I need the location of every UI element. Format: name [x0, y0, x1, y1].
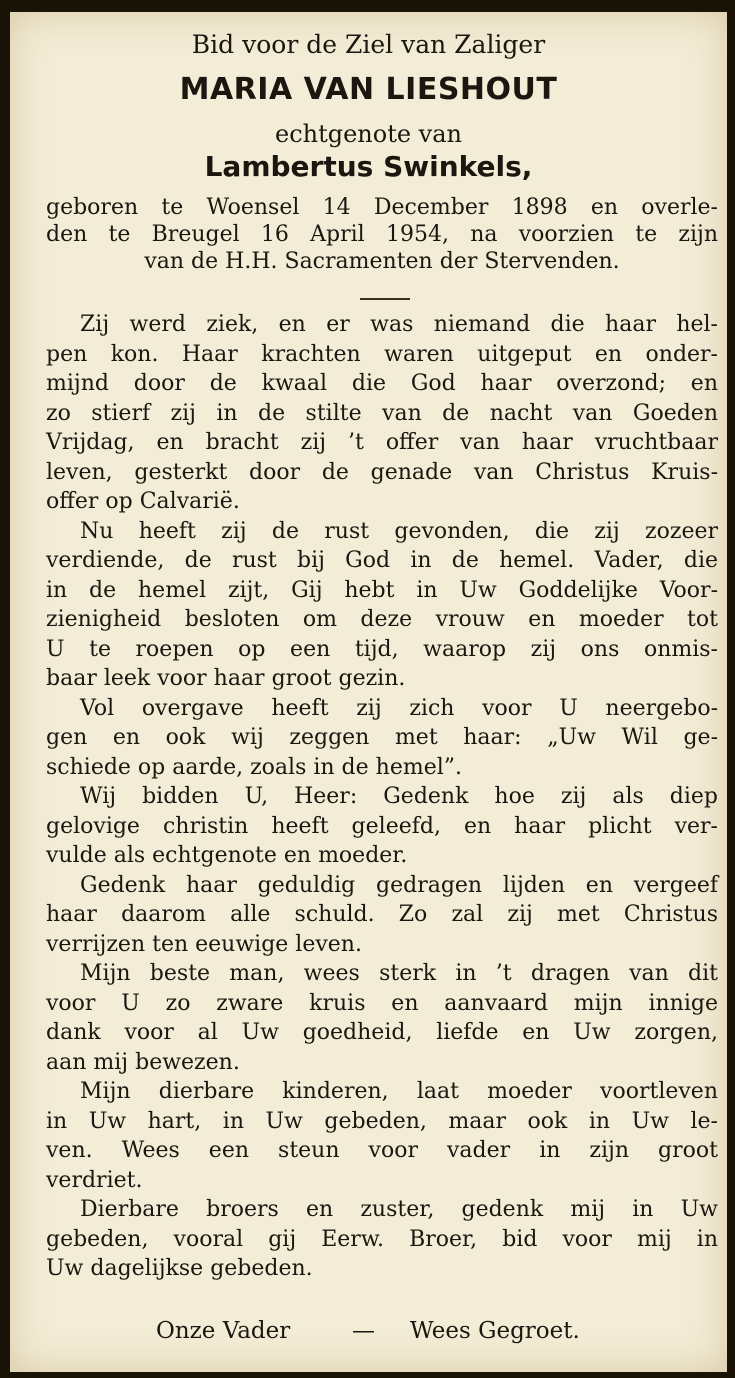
text-line: dank voor al Uw goedheid, liefde en Uw zorgen, [46, 1020, 718, 1045]
text-line: verdriet. [46, 1167, 143, 1193]
birth-death-line: den te Breugel 16 April 1954, na voorzien te zijn [46, 222, 718, 247]
closing-prayer-left: Onze Vader [156, 1318, 291, 1344]
birth-death-line: van de H.H. Sacramenten der Stervenden. [144, 249, 620, 274]
text-line: Mijn dierbare kinderen, laat moeder voortleven [80, 1079, 718, 1104]
text-line: leven, gesterkt door de genade van Christus Kruis- [46, 459, 718, 485]
text-line: schiede op aarde, zoals in de hemel”. [46, 754, 463, 780]
memorial-text [46, 310, 718, 1284]
closing-dash: — [352, 1318, 375, 1344]
spouse-name: Lambertus Swinkels, [204, 150, 533, 183]
text-line: Mijn beste man, wees sterk in ’t dragen van dit [80, 961, 718, 986]
text-line: gelovige christin heeft geleefd, en haar plicht ver- [46, 813, 718, 839]
text-line: gebeden, vooral gij Eerw. Broer, bid voor mij in [46, 1226, 718, 1252]
text-line: verdiende, de rust bij God in de hemel. Vader, die [46, 548, 718, 573]
divider [360, 298, 410, 300]
text-line: Zij werd ziek, en er was niemand die haar hel- [80, 312, 718, 337]
text-line: ven. Wees een steun voor vader in zijn groot [46, 1138, 718, 1163]
text-line: Wij bidden U, Heer: Gedenk hoe zij als diep [80, 784, 718, 809]
text-line: Dierbare broers en zuster, gedenk mij in Uw [80, 1197, 718, 1222]
text-line: in Uw hart, in Uw gebeden, maar ook in Uw le- [46, 1108, 718, 1134]
birth-death-line: geboren te Woensel 14 December 1898 en overle- [46, 195, 718, 220]
text-line: verrijzen ten eeuwige leven. [46, 931, 362, 957]
text-line: Vrijdag, en bracht zij ’t offer van haar vruchtbaar [46, 430, 718, 455]
text-line: pen kon. Haar krachten waren uitgeput en onder- [46, 341, 718, 367]
text-line: zienigheid besloten om deze vrouw en moeder tot [46, 607, 718, 632]
closing-prayer-right: Wees Gegroet. [410, 1318, 580, 1344]
prayer-line: Bid voor de Ziel van Zaliger [191, 30, 546, 59]
text-line: offer op Calvarië. [46, 489, 240, 514]
spouse-label: echtgenote van [274, 120, 463, 148]
text-line: baar leek voor haar groot gezin. [46, 666, 406, 691]
text-line: vulde als echtgenote en moeder. [46, 843, 408, 868]
text-line: in de hemel zijt, Gij hebt in Uw Goddelijke Voor- [46, 577, 718, 603]
text-line: U te roepen op een tijd, waarop zij ons onmis- [46, 636, 718, 662]
birth-death-info [46, 194, 718, 275]
text-line: Vol overgave heeft zij zich voor U neergebo- [80, 695, 718, 721]
text-line: haar daarom alle schuld. Zo zal zij met Christus [46, 902, 718, 927]
text-line: Nu heeft zij de rust gevonden, die zij zozeer [80, 518, 718, 544]
text-line: zo stierf zij in de stilte van de nacht van Goeden [46, 400, 718, 426]
text-line: voor U zo zware kruis en aanvaard mijn innige [46, 990, 718, 1016]
memorial-card [10, 12, 727, 1372]
text-line: gen en ook wij zeggen met haar: „Uw Wil ge- [46, 725, 718, 750]
text-line: aan mij bewezen. [46, 1049, 240, 1075]
text-line: Uw dagelijkse gebeden. [46, 1256, 313, 1281]
deceased-name: MARIA VAN LIESHOUT [179, 72, 558, 107]
text-line: mijnd door de kwaal die God haar overzond; en [46, 371, 718, 396]
text-line: Gedenk haar geduldig gedragen lijden en vergeef [80, 872, 718, 898]
